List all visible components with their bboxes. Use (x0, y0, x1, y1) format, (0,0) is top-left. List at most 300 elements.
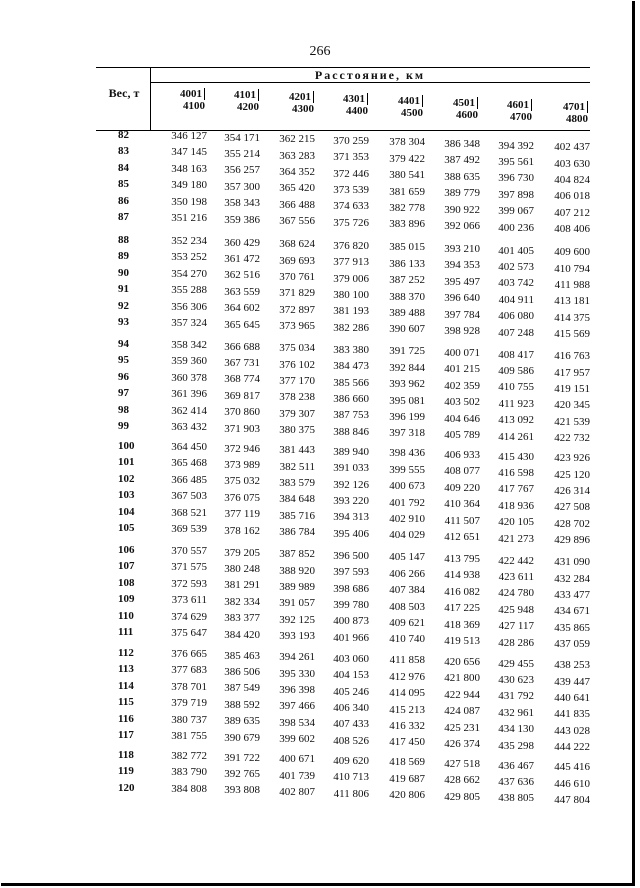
table-cell: 369 817 (224, 389, 260, 402)
table-cell: 390 679 (224, 731, 260, 744)
table-cell: 357 300 (224, 180, 260, 193)
table-cell: 378 162 (224, 524, 260, 537)
weight-value: 107 (118, 560, 135, 573)
table-cell: 406 080 (498, 310, 534, 323)
weight-value: 97 (118, 387, 129, 400)
table-cell: 364 352 (279, 166, 315, 178)
table-cell: 382 334 (224, 595, 260, 608)
weight-value: 88 (118, 234, 129, 246)
table-cell: 415 430 (498, 450, 534, 463)
table-cell: 393 193 (279, 630, 315, 643)
table-cell: 411 507 (444, 514, 480, 527)
table-cell: 375 726 (333, 216, 369, 229)
table-cell: 404 911 (498, 293, 534, 306)
range-to: 4800 (566, 113, 588, 125)
table-cell: 388 846 (333, 425, 369, 438)
table-cell: 375 647 (171, 627, 207, 639)
table-cell: 418 936 (498, 499, 534, 512)
table-cell: 407 384 (389, 584, 425, 597)
table-cell: 410 713 (333, 771, 369, 784)
table-cell: 387 549 (224, 682, 260, 695)
table-cell: 413 181 (554, 295, 590, 308)
table-cell: 358 342 (171, 339, 207, 351)
table-cell: 381 755 (171, 730, 207, 742)
table-cell: 417 450 (389, 736, 425, 749)
table-cell: 386 348 (444, 138, 480, 150)
table-cell: 429 455 (498, 657, 534, 670)
table-cell: 356 257 (224, 164, 260, 177)
table-cell: 366 688 (224, 340, 260, 353)
table-cell: 386 784 (279, 526, 315, 539)
table-cell: 411 988 (554, 279, 590, 291)
table-cell: 379 422 (389, 152, 425, 165)
table-cell: 383 579 (279, 477, 315, 489)
table-cell: 380 737 (171, 713, 207, 726)
table-cell: 396 500 (333, 549, 369, 562)
table-cell: 371 353 (333, 151, 369, 164)
table-cell: 379 205 (224, 546, 260, 559)
table-cell: 414 375 (554, 311, 590, 324)
table-cell: 355 288 (171, 284, 207, 297)
table-cell: 377 170 (279, 375, 315, 387)
table-cell: 415 569 (554, 328, 590, 341)
weight-value: 114 (118, 679, 134, 692)
table-cell: 394 392 (498, 139, 534, 152)
table-cell: 401 739 (279, 769, 315, 782)
range-to: 4500 (401, 107, 423, 119)
table-cell: 403 630 (554, 157, 590, 170)
table-cell: 409 600 (554, 246, 590, 259)
table-cell: 370 860 (224, 406, 260, 419)
table-cell: 376 820 (333, 239, 369, 252)
table-cell: 399 602 (279, 733, 315, 746)
table-cell: 402 573 (498, 261, 534, 273)
table-cell: 398 686 (333, 582, 369, 595)
table-cell: 408 077 (444, 465, 480, 478)
table-cell: 436 467 (498, 759, 534, 772)
table-cell: 364 602 (224, 302, 260, 315)
table-cell: 408 406 (554, 223, 590, 236)
table-cell: 387 852 (279, 548, 315, 561)
table-cell: 398 928 (444, 325, 480, 337)
table-cell: 387 753 (333, 409, 369, 422)
range-from: 4201 (289, 91, 314, 103)
table-cell: 397 593 (333, 566, 369, 579)
weight-value: 102 (118, 472, 135, 485)
table-cell: 402 910 (389, 513, 425, 525)
weight-value: 93 (118, 316, 129, 328)
table-cell: 429 896 (554, 534, 590, 547)
table-cell: 416 598 (498, 467, 534, 479)
table-cell: 362 215 (279, 133, 315, 146)
range-to: 4200 (237, 101, 259, 113)
table-cell: 387 492 (444, 154, 480, 167)
table-cell: 418 369 (444, 618, 480, 631)
table-cell: 415 213 (389, 703, 425, 716)
table-cell: 416 763 (554, 350, 590, 363)
table-cell: 400 873 (333, 615, 369, 628)
table-cell: 380 248 (224, 563, 260, 575)
table-cell: 411 806 (333, 787, 369, 800)
table-cell: 421 273 (498, 532, 534, 545)
table-cell: 417 957 (554, 366, 590, 379)
table-cell: 423 926 (554, 452, 590, 465)
table-cell: 354 171 (224, 131, 260, 144)
range-from: 4701 (563, 101, 588, 113)
table-cell: 406 266 (389, 567, 425, 580)
table-cell: 387 252 (389, 274, 425, 287)
table-cell: 430 623 (498, 674, 534, 686)
weight-value: 86 (118, 194, 129, 207)
table-cell: 428 286 (498, 636, 534, 649)
table-cell: 422 442 (498, 554, 534, 567)
table-cell: 438 253 (554, 659, 590, 672)
table-cell: 382 511 (279, 460, 315, 473)
table-cell: 370 259 (333, 134, 369, 147)
weight-value: 84 (118, 161, 129, 174)
table-cell: 362 414 (171, 404, 207, 417)
table-cell: 414 938 (444, 569, 480, 582)
table-cell: 414 095 (389, 687, 425, 700)
table-cell: 388 920 (279, 564, 315, 577)
distance-range-4 (343, 93, 368, 117)
table-cell: 372 446 (333, 167, 369, 180)
table-cell: 376 075 (224, 491, 260, 504)
weight-value: 95 (118, 354, 129, 367)
range-to: 4700 (510, 111, 532, 123)
table-cell: 445 416 (554, 761, 590, 774)
table-cell: 410 364 (444, 498, 480, 511)
table-cell: 393 220 (333, 495, 369, 507)
table-cell: 395 406 (333, 527, 369, 540)
distance-column-header: Расстояние, км (314, 68, 426, 82)
table-cell: 429 805 (444, 790, 480, 803)
table-cell: 420 806 (389, 789, 425, 802)
weight-value: 85 (118, 178, 129, 191)
table-cell: 441 835 (554, 708, 590, 721)
table-cell: 409 586 (498, 365, 534, 377)
table-cell: 370 761 (279, 271, 315, 283)
table-cell: 396 398 (279, 684, 315, 696)
table-cell: 438 805 (498, 792, 534, 805)
table-cell: 386 133 (389, 257, 425, 270)
table-cell: 396 199 (389, 411, 425, 423)
table-cell: 389 488 (389, 307, 425, 319)
table-cell: 370 557 (171, 545, 207, 557)
table-cell: 372 946 (224, 442, 260, 455)
table-cell: 408 503 (389, 600, 425, 613)
table-cell: 420 656 (444, 656, 480, 668)
table-cell: 363 432 (171, 421, 207, 433)
table-cell: 425 120 (554, 468, 590, 481)
table-cell: 408 417 (498, 348, 534, 361)
table-cell: 401 215 (444, 363, 480, 376)
table-cell: 413 092 (498, 414, 534, 427)
table-cell: 404 646 (444, 412, 480, 425)
distance-range-7 (507, 99, 532, 123)
weight-value: 83 (118, 145, 129, 158)
table-cell: 384 420 (224, 628, 260, 641)
table-cell: 405 789 (444, 429, 480, 441)
table-cell: 385 015 (389, 241, 425, 254)
weight-value: 108 (118, 576, 135, 589)
table-cell: 393 962 (389, 378, 425, 391)
weight-value: 89 (118, 250, 129, 263)
table-cell: 369 693 (279, 254, 315, 267)
table-cell: 378 701 (171, 680, 207, 693)
table-cell: 375 034 (279, 342, 315, 355)
weight-value: 82 (118, 129, 129, 141)
table-cell: 410 755 (498, 381, 534, 394)
table-cell: 390 922 (444, 203, 480, 216)
table-cell: 373 539 (333, 184, 369, 196)
weight-value: 101 (118, 456, 135, 469)
table-cell: 391 033 (333, 462, 369, 475)
weight-value: 106 (118, 544, 135, 556)
table-cell: 400 071 (444, 347, 480, 359)
table-cell: 435 298 (498, 739, 534, 752)
table-cell: 401 966 (333, 631, 369, 644)
table-cell: 392 844 (389, 361, 425, 374)
table-cell: 443 028 (554, 724, 590, 737)
table-cell: 346 127 (171, 130, 207, 142)
table-cell: 367 503 (171, 490, 207, 503)
weight-value: 94 (118, 338, 129, 350)
table-cell: 371 829 (279, 287, 315, 300)
table-cell: 374 633 (333, 200, 369, 213)
table-cell: 437 636 (498, 776, 534, 788)
table-cell: 410 740 (389, 633, 425, 646)
table-cell: 391 725 (389, 345, 425, 358)
table-cell: 375 032 (224, 475, 260, 488)
table-cell: 406 340 (333, 702, 369, 714)
table-cell: 373 965 (279, 320, 315, 333)
weight-value: 120 (118, 781, 135, 794)
table-cell: 409 621 (389, 617, 425, 629)
table-cell: 418 569 (389, 756, 425, 769)
table-cell: 357 324 (171, 317, 207, 329)
table-cell: 416 082 (444, 585, 480, 598)
table-cell: 389 989 (279, 581, 315, 593)
table-cell: 372 897 (279, 303, 315, 316)
table-cell: 388 370 (389, 290, 425, 303)
table-cell: 398 436 (389, 447, 425, 460)
table-cell: 395 330 (279, 667, 315, 680)
table-cell: 426 314 (554, 485, 590, 497)
table-cell: 395 497 (444, 275, 480, 288)
table-cell: 388 592 (224, 698, 260, 711)
table-cell: 390 607 (389, 323, 425, 336)
table-cell: 372 593 (171, 577, 207, 590)
table-cell: 371 575 (171, 561, 207, 574)
table-cell: 377 683 (171, 664, 207, 677)
weight-value: 117 (118, 729, 134, 741)
table-cell: 356 306 (171, 300, 207, 313)
table-cell: 397 318 (389, 427, 425, 440)
weight-value: 91 (118, 283, 129, 296)
table-cell: 363 559 (224, 285, 260, 298)
table-cell: 403 060 (333, 652, 369, 665)
weight-value: 115 (118, 696, 134, 709)
table-cell: 349 180 (171, 179, 207, 192)
weight-value: 103 (118, 489, 135, 502)
table-cell: 431 792 (498, 690, 534, 703)
table-cell: 398 534 (279, 716, 315, 729)
table-cell: 385 566 (333, 376, 369, 389)
range-from: 4301 (343, 93, 368, 105)
table-cell: 425 948 (498, 603, 534, 616)
table-cell: 427 508 (554, 501, 590, 514)
table-cell: 422 732 (554, 432, 590, 445)
table-cell: 347 145 (171, 146, 207, 159)
table-cell: 360 378 (171, 371, 207, 384)
table-cell: 419 687 (389, 772, 425, 785)
table-cell: 406 018 (554, 190, 590, 203)
table-cell: 409 620 (333, 754, 369, 767)
table-cell: 434 130 (498, 723, 534, 736)
table-cell: 396 730 (498, 172, 534, 185)
table-cell: 421 539 (554, 415, 590, 428)
table-cell: 419 151 (554, 383, 590, 395)
table-cell: 361 472 (224, 253, 260, 265)
table-cell: 383 380 (333, 343, 369, 356)
table-cell: 383 790 (171, 766, 207, 779)
table-cell: 384 808 (171, 782, 207, 795)
table-cell: 350 198 (171, 195, 207, 208)
table-cell: 435 865 (554, 621, 590, 634)
table-cell: 363 283 (279, 149, 315, 162)
table-cell: 417 767 (498, 483, 534, 496)
weight-value: 96 (118, 370, 129, 383)
table-cell: 366 485 (171, 473, 207, 486)
table-cell: 407 212 (554, 206, 590, 219)
table-cell: 378 304 (389, 136, 425, 149)
table-cell: 417 225 (444, 602, 480, 615)
table-cell: 395 081 (389, 394, 425, 407)
table-cell: 368 521 (171, 506, 207, 519)
table-cell: 406 933 (444, 449, 480, 461)
table-cell: 420 345 (554, 399, 590, 412)
table-cell: 428 662 (444, 774, 480, 787)
weight-value: 100 (118, 440, 135, 452)
table-cell: 386 506 (224, 666, 260, 678)
table-cell: 386 660 (333, 393, 369, 405)
table-cell: 376 102 (279, 358, 315, 371)
table-cell: 446 610 (554, 777, 590, 790)
table-cell: 382 778 (389, 202, 425, 214)
table-cell: 391 057 (279, 597, 315, 610)
table-cell: 355 214 (224, 148, 260, 160)
table-cell: 394 261 (279, 651, 315, 664)
table-cell: 426 374 (444, 738, 480, 750)
table-cell: 447 804 (554, 794, 590, 806)
table-cell: 348 163 (171, 162, 207, 175)
table-cell: 399 555 (389, 463, 425, 476)
table-cell: 433 477 (554, 589, 590, 601)
table-cell: 382 286 (333, 321, 369, 334)
table-cell: 385 463 (224, 649, 260, 662)
table-cell: 399 780 (333, 599, 369, 611)
table-cell: 392 125 (279, 613, 315, 626)
table-cell: 405 246 (333, 685, 369, 698)
table-cell: 389 779 (444, 187, 480, 200)
table-cell: 410 794 (554, 262, 590, 275)
weight-value: 99 (118, 420, 129, 432)
table-cell: 371 903 (224, 422, 260, 435)
table-cell: 389 635 (224, 715, 260, 728)
table-cell: 353 252 (171, 251, 207, 264)
table-cell: 381 443 (279, 444, 315, 457)
table-cell: 379 719 (171, 697, 207, 710)
table-cell: 378 238 (279, 391, 315, 404)
range-to: 4300 (292, 103, 314, 115)
table-cell: 392 126 (333, 478, 369, 491)
table-cell: 397 784 (444, 308, 480, 321)
distance-range-5 (398, 95, 423, 119)
table-cell: 423 611 (498, 571, 534, 583)
table-cell: 402 359 (444, 379, 480, 392)
table-cell: 364 450 (171, 441, 207, 453)
table-cell: 424 087 (444, 705, 480, 718)
table-cell: 439 447 (554, 675, 590, 688)
table-cell: 401 792 (389, 496, 425, 509)
table-cell: 368 624 (279, 238, 315, 251)
weight-value: 112 (118, 647, 134, 659)
table-cell: 407 248 (498, 326, 534, 339)
distance-range-3 (289, 91, 314, 115)
distance-range-1 (180, 88, 205, 112)
table-cell: 394 353 (444, 259, 480, 272)
table-cell: 367 556 (279, 215, 315, 228)
range-to: 4600 (456, 109, 478, 121)
table-cell: 361 396 (171, 388, 207, 401)
table-cell: 440 641 (554, 692, 590, 704)
table-cell: 396 640 (444, 292, 480, 305)
range-from: 4401 (398, 95, 423, 107)
table-cell: 419 513 (444, 635, 480, 647)
table-cell: 400 236 (498, 221, 534, 234)
range-from: 4001 (180, 88, 205, 100)
table-cell: 431 090 (554, 556, 590, 569)
table-cell: 379 307 (279, 407, 315, 420)
page-number: 266 (309, 44, 331, 59)
table-cell: 432 961 (498, 706, 534, 719)
table-cell: 385 716 (279, 509, 315, 522)
table-cell: 408 526 (333, 734, 369, 747)
table-cell: 416 332 (389, 720, 425, 732)
table-cell: 432 284 (554, 572, 590, 585)
range-to: 4100 (183, 100, 205, 112)
table-cell: 407 433 (333, 718, 369, 731)
table-cell: 374 629 (171, 610, 207, 623)
table-cell: 399 067 (498, 205, 534, 218)
range-to: 4400 (346, 105, 368, 117)
table-cell: 367 731 (224, 357, 260, 369)
table-cell: 352 234 (171, 235, 207, 247)
table-cell: 384 473 (333, 360, 369, 373)
table-cell: 392 765 (224, 768, 260, 780)
table-cell: 368 774 (224, 373, 260, 386)
table-cell: 359 360 (171, 355, 207, 368)
table-cell: 413 795 (444, 553, 480, 565)
table-cell: 365 420 (279, 182, 315, 195)
table-cell: 403 742 (498, 277, 534, 290)
weight-value: 113 (118, 663, 134, 676)
weight-value: 104 (118, 505, 135, 518)
table-cell: 377 119 (224, 508, 260, 521)
table-cell: 380 100 (333, 289, 369, 301)
table-cell: 393 808 (224, 784, 260, 797)
